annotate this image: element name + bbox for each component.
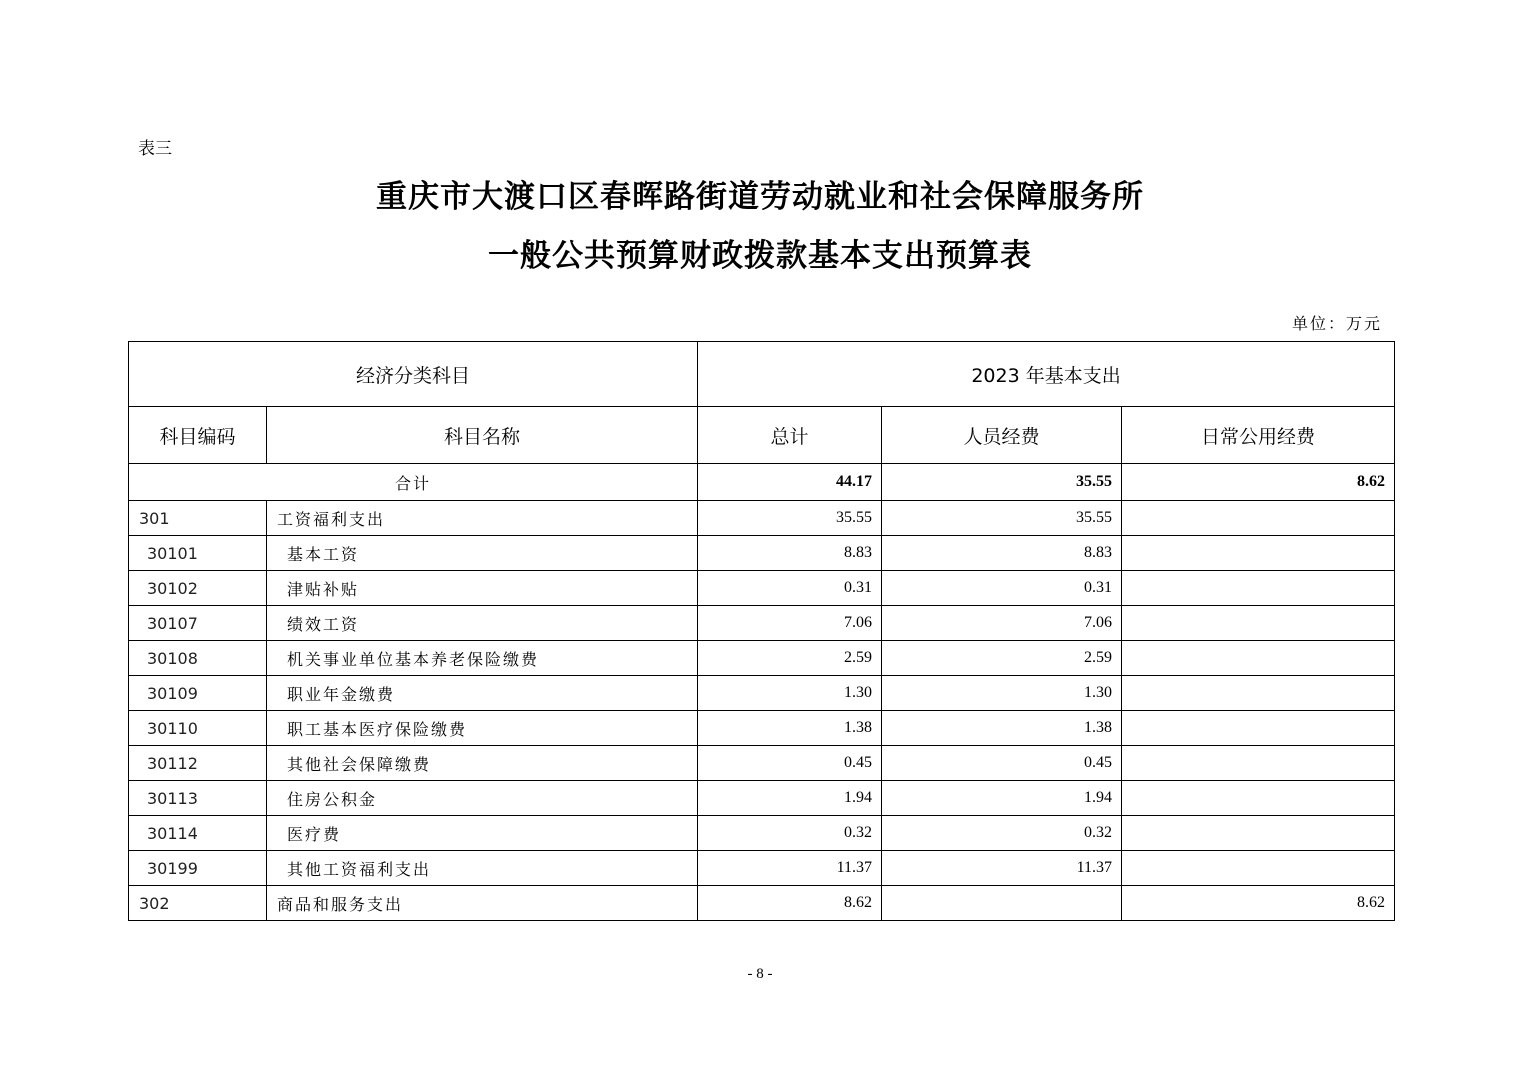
row-total: 1.38: [698, 711, 882, 746]
row-name: 其他社会保障缴费: [267, 746, 698, 781]
row-total: 8.83: [698, 536, 882, 571]
row-code: 30114: [129, 816, 267, 851]
row-code: 30109: [129, 676, 267, 711]
total-public: 8.62: [1122, 464, 1395, 501]
row-total: 35.55: [698, 501, 882, 536]
total-row: [129, 464, 1395, 501]
header-row-columns: [129, 407, 1395, 464]
table-row: [129, 606, 1395, 641]
row-public: [1122, 641, 1395, 676]
row-total: 1.30: [698, 676, 882, 711]
row-personnel: 35.55: [882, 501, 1122, 536]
header-subject-code: 科目编码: [129, 407, 267, 464]
row-public: [1122, 571, 1395, 606]
row-code: 302: [129, 886, 267, 921]
row-name: 商品和服务支出: [267, 886, 698, 921]
row-name: 工资福利支出: [267, 501, 698, 536]
row-public: [1122, 501, 1395, 536]
total-label: 合计: [129, 464, 698, 501]
row-public: [1122, 816, 1395, 851]
title-line-1: 重庆市大渡口区春晖路街道劳动就业和社会保障服务所: [376, 179, 1144, 215]
row-public: [1122, 676, 1395, 711]
table-row: [129, 571, 1395, 606]
row-name: 津贴补贴: [267, 571, 698, 606]
row-name: 住房公积金: [267, 781, 698, 816]
row-code: 30102: [129, 571, 267, 606]
header-subject-name: 科目名称: [267, 407, 698, 464]
header-public: 日常公用经费: [1122, 407, 1395, 464]
total-total: 44.17: [698, 464, 882, 501]
row-total: 0.31: [698, 571, 882, 606]
row-code: 30110: [129, 711, 267, 746]
row-code: 30112: [129, 746, 267, 781]
row-name: 医疗费: [267, 816, 698, 851]
row-total: 0.45: [698, 746, 882, 781]
row-name: 机关事业单位基本养老保险缴费: [267, 641, 698, 676]
row-personnel: 1.30: [882, 676, 1122, 711]
row-name: 职工基本医疗保险缴费: [267, 711, 698, 746]
page-number: - 8 -: [747, 966, 773, 982]
table-row: [129, 536, 1395, 571]
row-code: 30101: [129, 536, 267, 571]
table-row: [129, 816, 1395, 851]
header-personnel: 人员经费: [882, 407, 1122, 464]
row-total: 7.06: [698, 606, 882, 641]
row-personnel: 0.32: [882, 816, 1122, 851]
row-personnel: [882, 886, 1122, 921]
row-total: 2.59: [698, 641, 882, 676]
table-label: 表三: [138, 139, 172, 159]
table-row: [129, 781, 1395, 816]
row-total: 1.94: [698, 781, 882, 816]
title-line-2: 一般公共预算财政拨款基本支出预算表: [488, 238, 1032, 274]
row-name: 其他工资福利支出: [267, 851, 698, 886]
header-total: 总计: [698, 407, 882, 464]
row-public: 8.62: [1122, 886, 1395, 921]
row-personnel: 2.59: [882, 641, 1122, 676]
row-code: 30108: [129, 641, 267, 676]
budget-table: [128, 341, 1395, 921]
table-row: [129, 851, 1395, 886]
row-total: 8.62: [698, 886, 882, 921]
row-name: 基本工资: [267, 536, 698, 571]
table-row: [129, 676, 1395, 711]
row-total: 11.37: [698, 851, 882, 886]
row-personnel: 0.45: [882, 746, 1122, 781]
header-row-groups: [129, 342, 1395, 407]
row-code: 301: [129, 501, 267, 536]
header-economic-category: 经济分类科目: [129, 342, 698, 407]
row-public: [1122, 746, 1395, 781]
row-public: [1122, 781, 1395, 816]
row-public: [1122, 536, 1395, 571]
header-basic-expenditure: 2023 年基本支出: [698, 342, 1395, 407]
table-row: [129, 501, 1395, 536]
row-name: 职业年金缴费: [267, 676, 698, 711]
row-personnel: 7.06: [882, 606, 1122, 641]
table-row: [129, 641, 1395, 676]
table-row: [129, 886, 1395, 921]
row-personnel: 1.94: [882, 781, 1122, 816]
row-code: 30113: [129, 781, 267, 816]
row-personnel: 8.83: [882, 536, 1122, 571]
row-public: [1122, 606, 1395, 641]
total-personnel: 35.55: [882, 464, 1122, 501]
row-public: [1122, 851, 1395, 886]
row-name: 绩效工资: [267, 606, 698, 641]
row-code: 30107: [129, 606, 267, 641]
row-code: 30199: [129, 851, 267, 886]
row-total: 0.32: [698, 816, 882, 851]
unit-label: 单位：万元: [1291, 314, 1382, 333]
table-row: [129, 746, 1395, 781]
row-personnel: 0.31: [882, 571, 1122, 606]
row-public: [1122, 711, 1395, 746]
row-personnel: 1.38: [882, 711, 1122, 746]
row-personnel: 11.37: [882, 851, 1122, 886]
table-row: [129, 711, 1395, 746]
